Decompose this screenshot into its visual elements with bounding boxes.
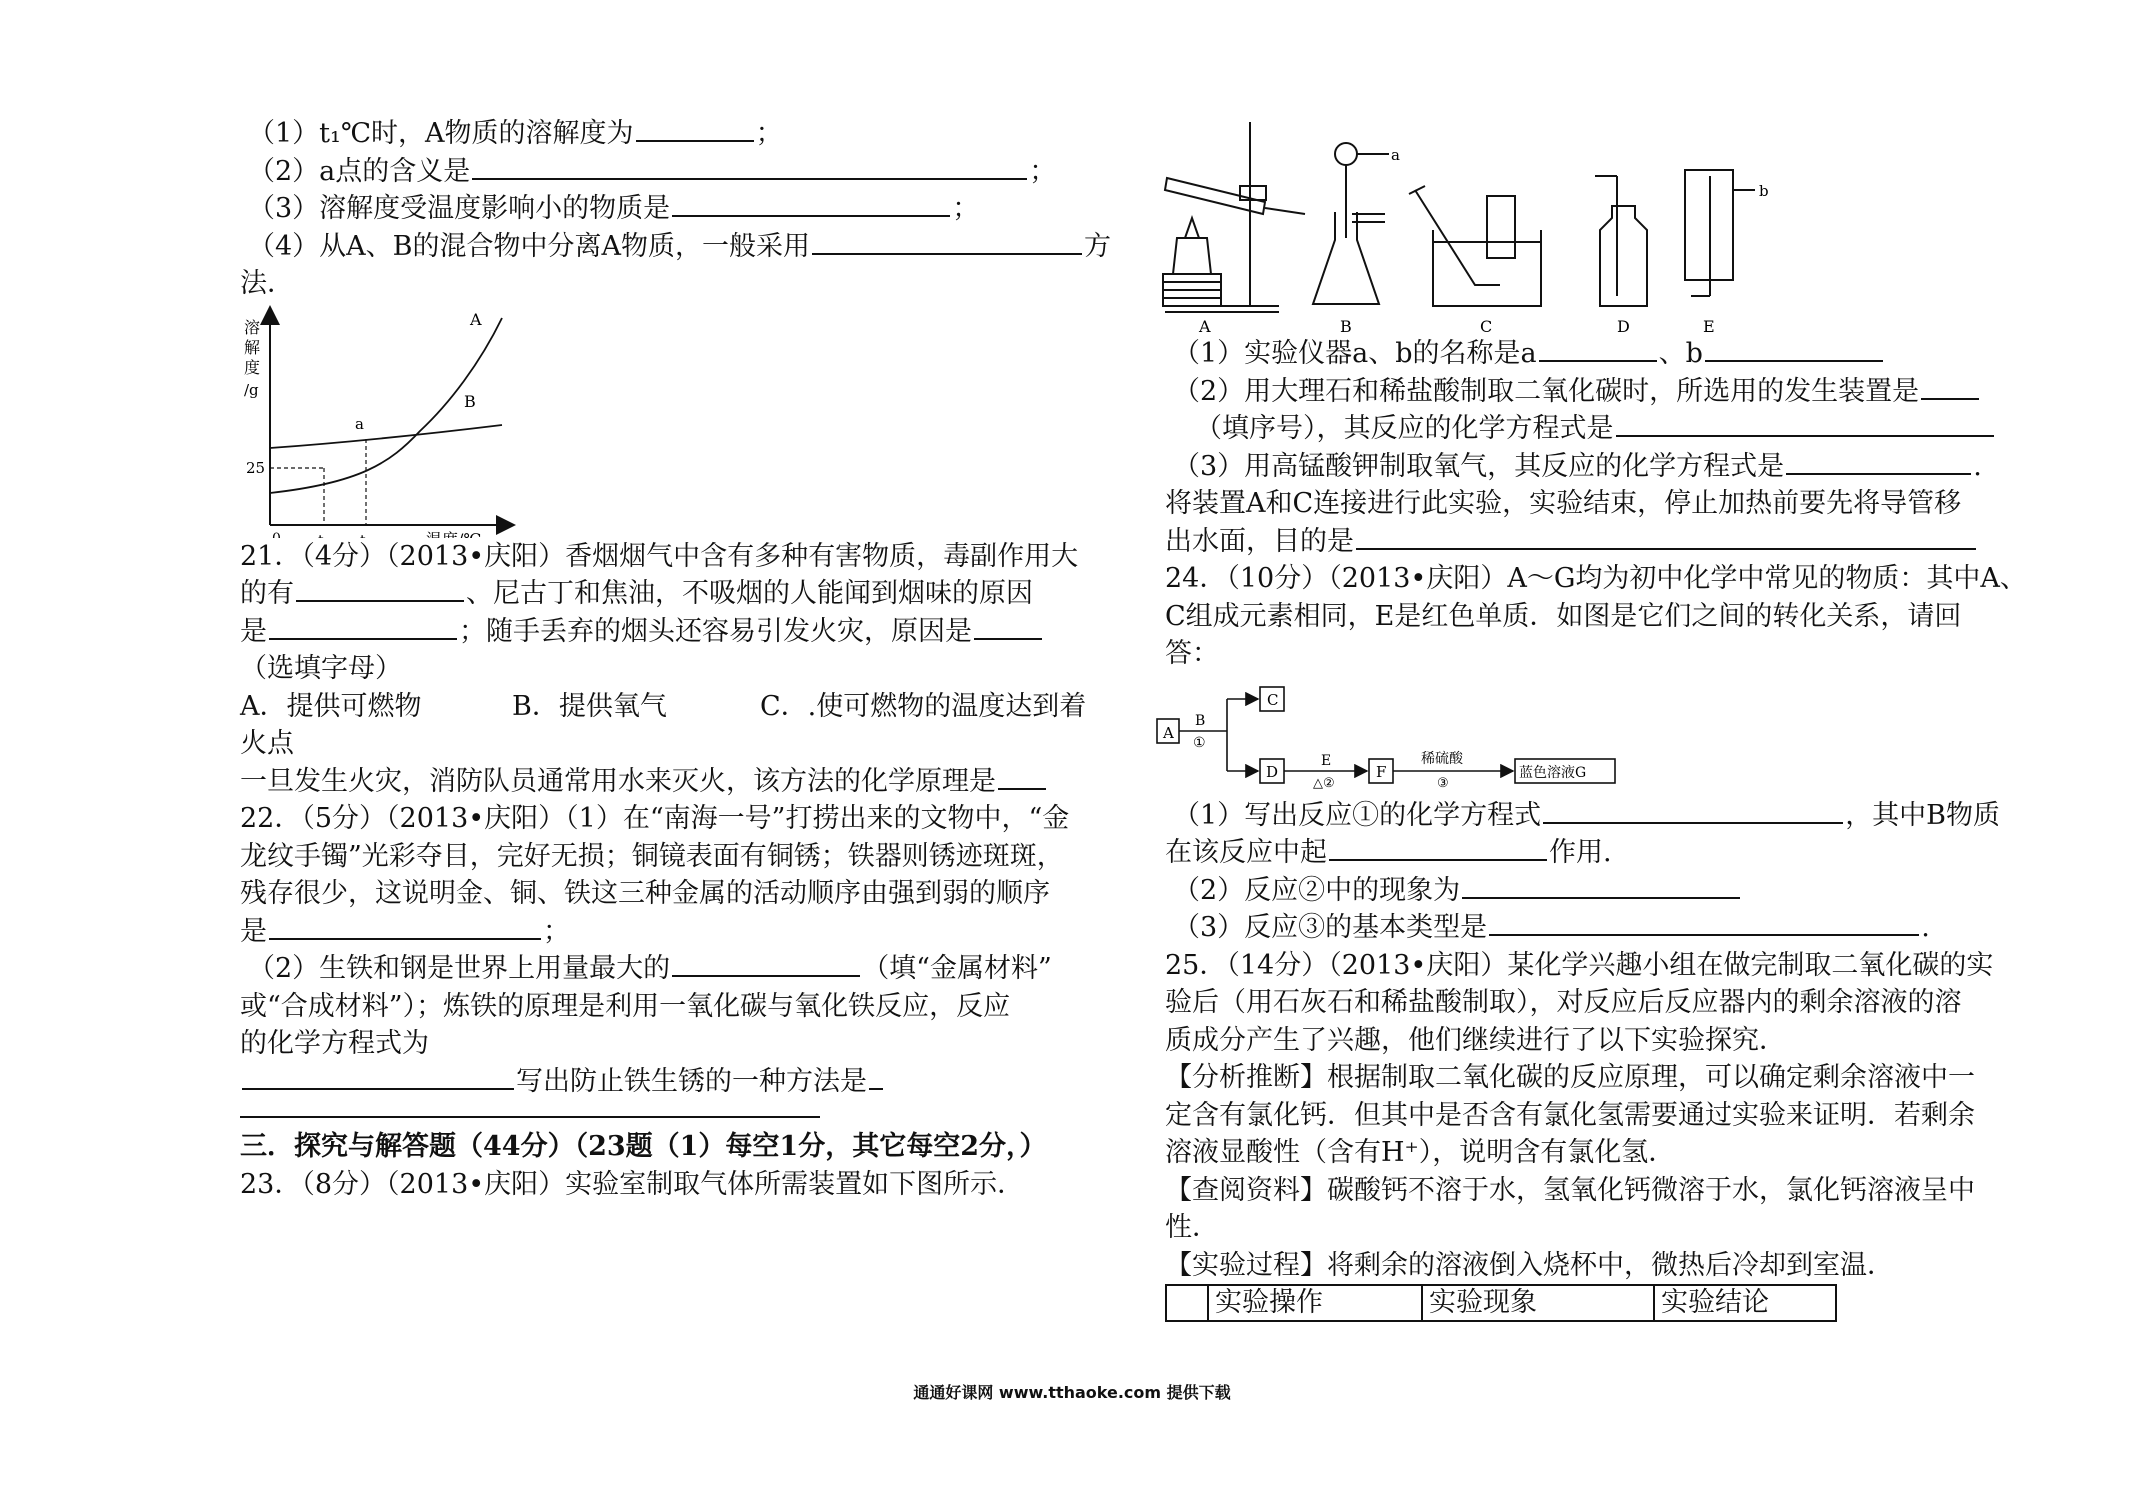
origin-label xyxy=(272,531,281,538)
answer-blank[interactable] xyxy=(1539,336,1657,362)
apparatus-figure xyxy=(1155,110,2055,335)
apparatus-b xyxy=(1313,143,1389,304)
y-tick-25: 25 xyxy=(246,458,266,477)
answer-blank[interactable] xyxy=(636,116,754,142)
answer-blank[interactable] xyxy=(1705,336,1883,362)
q22-line-2: 龙纹手镯”光彩夺目，完好无损；铜镜表面有铜锈；铁器则锈迹斑斑， xyxy=(240,840,1064,872)
q23-line-1: 23．（8分）（2013•庆阳）实验室制取气体所需装置如下图所示． xyxy=(240,1168,1025,1200)
ylabel-2: 解 xyxy=(244,337,261,357)
answer-blank[interactable] xyxy=(1489,910,1919,936)
q21-l2b: 、尼古丁和焦油，不吸烟的人能闻到烟味的原因 xyxy=(466,578,1033,609)
q21-line-4: （选填字母） xyxy=(240,653,402,684)
q21-line-2 xyxy=(240,575,1120,613)
answer-blank[interactable] xyxy=(672,951,860,977)
q23-3b: 将装置A和C连接进行此实验，实验结束，停止加热前要先将导管移 xyxy=(1165,488,1962,519)
answer-blank[interactable] xyxy=(1329,835,1547,861)
label-a: A xyxy=(1199,317,1211,335)
q21-l2a: 的有 xyxy=(240,578,294,609)
q22-line-1: 22．（5分）（2013•庆阳）（1）在“南海一号”打捞出来的文物中，“金 xyxy=(240,803,1070,834)
q23-3a-end: . xyxy=(1973,450,1982,482)
answer-blank[interactable] xyxy=(1543,798,1843,824)
q24-2: （2）反应②中的现象为 xyxy=(1173,874,1461,906)
q25-line-1: 25．（14分）（2013•庆阳）某化学兴趣小组在做完制取二氧化碳的实 xyxy=(1165,949,1994,981)
flow-reagent-acid: 稀硫酸 xyxy=(1421,750,1463,767)
table-header-operation: 实验操作 xyxy=(1208,1285,1422,1321)
apparatus-svg xyxy=(1155,110,1855,335)
q25-line-4: 【分析推断】根据制取二氧化碳的反应原理，可以确定剩余溶液中一 xyxy=(1165,1062,1975,1093)
answer-blank-long[interactable] xyxy=(240,1104,820,1118)
q21-line-1: 21．（4分）（2013•庆阳）香烟烟气中含有多种有害物质，毒副作用大 xyxy=(240,540,1079,572)
curve-b xyxy=(270,425,502,448)
q23-2a: （2）用大理石和稀盐酸制取二氧化碳时，所选用的发生装置是 xyxy=(1173,375,1920,407)
flow-reagent-e: E xyxy=(1321,752,1332,769)
ylabel-1: 溶 xyxy=(244,317,261,337)
q22-line-6: 或“合成材料”）；炼铁的原理是利用一氧化碳与氧化铁反应，反应 xyxy=(240,990,1011,1022)
q25-line-6: 溶液显酸性（含有H⁺），说明含有氯化氢． xyxy=(1165,1137,1676,1168)
answer-blank[interactable] xyxy=(269,914,541,940)
footer-source: 通通好课网 www.tthaoke.com 提供下载 xyxy=(913,1383,1231,1402)
label-e: E xyxy=(1703,317,1715,335)
q20-1-text: （1）t₁℃时，A物质的溶解度为 xyxy=(248,118,634,149)
q20-2-line xyxy=(240,153,1120,191)
answer-blank[interactable] xyxy=(1921,374,1979,400)
q23-3a: （3）用高锰酸钾制取氧气，其反应的化学方程式是 xyxy=(1173,450,1785,482)
q22-l8: 写出防止铁生锈的一种方法是 xyxy=(516,1065,867,1097)
q24-1c-line xyxy=(1165,834,2055,872)
q21-options xyxy=(240,688,1120,726)
q22-l4b: ； xyxy=(543,915,570,947)
q25-line-9: 【实验过程】将剩余的溶液倒入烧杯中，微热后冷却到室温． xyxy=(1165,1249,1894,1281)
answer-blank[interactable] xyxy=(812,229,1082,255)
q21-option-c: C．.使可燃物的温度达到着 xyxy=(760,690,1087,722)
q23-3c-line xyxy=(1165,523,2055,561)
q24-1a: （1）写出反应①的化学方程式 xyxy=(1173,799,1542,831)
table-header-phenomenon: 实验现象 xyxy=(1422,1285,1654,1321)
q23-1a: （1）实验仪器a、b的名称是a xyxy=(1173,338,1537,369)
q20-2-text: （2）a点的含义是 xyxy=(248,155,471,187)
q24-1-line xyxy=(1165,797,2055,835)
solubility-graph-svg xyxy=(240,303,540,538)
table-header-conclusion: 实验结论 xyxy=(1654,1285,1836,1321)
apparatus-d xyxy=(1595,176,1647,306)
q22-line-5 xyxy=(240,950,1120,988)
q20-3-line xyxy=(240,190,1120,228)
q22-line-8 xyxy=(240,1063,1120,1101)
flow-reaction-3: ③ xyxy=(1437,775,1449,791)
q24-2-line xyxy=(1165,872,2055,910)
flow-node-d: D xyxy=(1266,762,1279,781)
q23-3c: 出水面，目的是 xyxy=(1165,525,1354,557)
ylabel-4: /g xyxy=(244,380,259,399)
flow-node-g: 蓝色溶液G xyxy=(1519,764,1587,781)
q25-line-8: 性． xyxy=(1165,1212,1219,1243)
q24-1c: 在该反应中起 xyxy=(1165,837,1327,868)
flow-reagent-b: B xyxy=(1195,712,1206,729)
q22-l5a: （2）生铁和钢是世界上用量最大的 xyxy=(248,953,671,984)
label-c: C xyxy=(1480,317,1493,335)
answer-blank[interactable] xyxy=(472,154,1027,180)
q20-1-line xyxy=(240,115,1120,153)
q22-line-7: 的化学方程式为 xyxy=(240,1028,429,1059)
section-3-heading: 三．探究与解答题（44分）（23题（1）每空1分，其它每空2分，） xyxy=(240,1131,1047,1162)
q23-2b-line xyxy=(1165,410,2055,448)
q23-3-line xyxy=(1165,448,2055,486)
q21-option-b: B．提供氧气 xyxy=(512,690,667,722)
q24-1d: 作用. xyxy=(1549,837,1612,868)
q25-line-2: 验后（用石灰石和稀盐酸制取），对反应后反应器内的剩余溶液的溶 xyxy=(1165,987,1962,1018)
q24-3-end: . xyxy=(1921,912,1930,943)
x-axis-label xyxy=(426,530,481,538)
q23-2-line xyxy=(1165,373,2055,411)
label-d: D xyxy=(1617,317,1630,335)
apparatus-a xyxy=(1163,122,1305,312)
q20-4-text: （4）从A、B的混合物中分离A物质，一般采用 xyxy=(248,230,811,262)
q21-line-6 xyxy=(240,763,1120,801)
q20-2-end: ； xyxy=(1029,155,1057,187)
q23-1-line xyxy=(1165,335,2055,373)
answer-blank[interactable] xyxy=(672,191,950,217)
answer-blank[interactable] xyxy=(242,1064,514,1090)
q20-3-end: ； xyxy=(952,193,980,224)
curve-b-label: B xyxy=(464,391,476,411)
q24-3-line xyxy=(1165,909,2055,947)
q24-line-3: 答： xyxy=(1165,638,1219,669)
q22-l5b: （填“金属材料” xyxy=(862,953,1052,984)
q21-option-c-cont: 火点 xyxy=(240,728,294,759)
ylabel-3: 度 xyxy=(244,357,261,377)
q24-line-2: C组成元素相同，E是红色单质．如图是它们之间的转化关系，请回 xyxy=(1165,600,1962,632)
flow-node-a: A xyxy=(1163,723,1174,742)
answer-blank[interactable] xyxy=(296,576,464,602)
table-cell-blank xyxy=(1166,1285,1208,1321)
answer-blank[interactable] xyxy=(1616,411,1994,437)
right-column xyxy=(1165,110,2055,1322)
q20-4-continuation: 法． xyxy=(240,268,294,299)
instrument-b-label: b xyxy=(1759,182,1769,200)
q21-l3a: 是 xyxy=(240,615,267,647)
q21-option-a: A．提供可燃物 xyxy=(240,690,422,722)
left-column xyxy=(240,115,1120,1203)
q24-3: （3）反应③的基本类型是 xyxy=(1173,912,1488,943)
flow-node-f: F xyxy=(1376,762,1387,781)
answer-blank[interactable] xyxy=(1786,449,1971,475)
q25-line-5: 定含有氯化钙．但其中是否含有氯化氢需要通过实验来证明．若剩余 xyxy=(1165,1099,1975,1131)
answer-blank[interactable] xyxy=(1356,524,1976,550)
conversion-flowchart xyxy=(1155,679,2055,791)
q20-4-end: 方 xyxy=(1084,230,1112,262)
answer-blank[interactable] xyxy=(269,614,457,640)
q20-1-end: ； xyxy=(755,118,783,149)
table-header-row xyxy=(1166,1285,1836,1321)
q20-3-text: （3）溶解度受温度影响小的物质是 xyxy=(248,193,671,224)
label-b: B xyxy=(1340,317,1352,335)
q25-line-7: 【查阅资料】碳酸钙不溶于水，氢氧化钙微溶于水，氯化钙溶液呈中 xyxy=(1165,1174,1975,1206)
curve-a-label: A xyxy=(470,309,482,329)
q23-2b: （填序号），其反应的化学方程式是 xyxy=(1195,413,1614,444)
apparatus-e xyxy=(1685,170,1755,296)
q21-l6: 一旦发生火灾，消防队员通常用水来灭火，该方法的化学原理是 xyxy=(240,765,996,797)
q22-line-4 xyxy=(240,913,1120,951)
flow-node-c: C xyxy=(1267,690,1279,709)
q22-l4a: 是 xyxy=(240,915,267,947)
instrument-a-label: a xyxy=(1391,146,1400,164)
experiment-table xyxy=(1165,1284,1837,1322)
q24-1b: ，其中B物质 xyxy=(1845,799,2001,831)
solubility-graph xyxy=(240,303,1120,538)
flow-reaction-2: △② xyxy=(1313,775,1335,791)
answer-blank[interactable] xyxy=(974,614,1042,640)
apparatus-c xyxy=(1409,186,1541,306)
point-a-label: a xyxy=(355,414,364,433)
q21-l3b: ；随手丢弃的烟头还容易引发火灾，原因是 xyxy=(459,615,972,647)
q21-line-3 xyxy=(240,613,1120,651)
flowchart-svg xyxy=(1155,679,1675,791)
answer-blank[interactable] xyxy=(1462,873,1740,899)
q20-4-line xyxy=(240,228,1120,266)
flow-reaction-1: ① xyxy=(1193,734,1206,751)
q22-line-3: 残存很少，这说明金、铜、铁这三种金属的活动顺序由强到弱的顺序 xyxy=(240,878,1050,909)
q25-line-3: 质成分产生了兴趣，他们继续进行了以下实验探究． xyxy=(1165,1024,1786,1056)
q23-1b: 、b xyxy=(1658,338,1703,369)
q24-line-1: 24．（10分）（2013•庆阳）A～G均为初中化学中常见的物质：其中A、 xyxy=(1165,563,2027,594)
answer-blank[interactable] xyxy=(869,1064,883,1090)
x-tick-t1 xyxy=(318,533,329,538)
answer-blank[interactable] xyxy=(998,764,1046,790)
x-tick-t2 xyxy=(360,533,371,538)
